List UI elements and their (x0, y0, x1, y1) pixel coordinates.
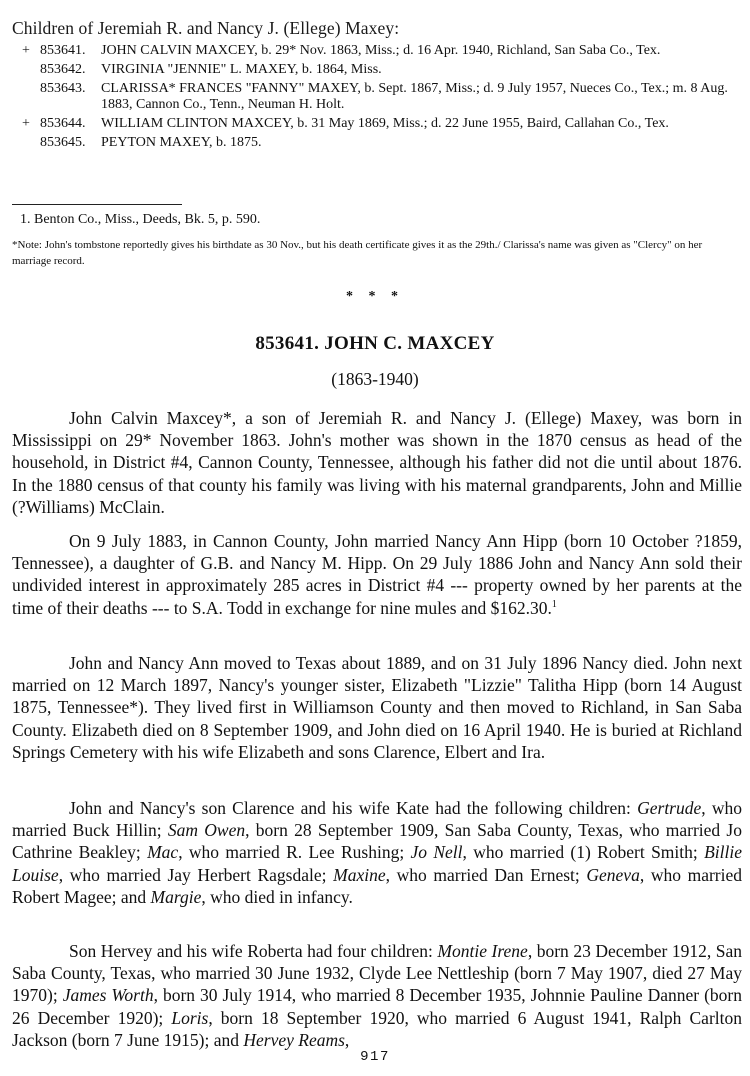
footnote-divider (12, 204, 182, 205)
text-run: , born 28 September 1909, San Saba County, Texas, who married Jo Cathrine Beakley; (12, 820, 742, 863)
child-name: Hervey Reams (243, 1029, 345, 1050)
text-run: , (344, 1029, 350, 1050)
text-run: , born 18 September 1920, who married 6 August 1941, Ralph Carlton Jackson (born 7 June 1915); and (12, 1007, 743, 1050)
entry-text: PEYTON MAXEY, b. 1875. (101, 134, 262, 150)
entry-number: 853644. (40, 115, 86, 131)
descendant-marker: + (22, 115, 30, 131)
text-run: , who married Dan Ernest; (385, 864, 587, 885)
text-run: Son Hervey and his wife Roberta had four children: (69, 941, 438, 961)
entry-number: 853643. (40, 80, 86, 96)
text-run: , who married R. Lee Rushing; (178, 842, 411, 863)
entry-text: VIRGINIA "JENNIE" L. MAXEY, b. 1864, Miss. (101, 61, 382, 77)
children-list (12, 43, 742, 153)
paragraph-2 (12, 530, 742, 619)
entry-number: 853645. (40, 134, 86, 150)
children-heading: Children of Jeremiah R. and Nancy J. (Ellege) Maxey: (12, 18, 400, 38)
descendant-marker (12, 135, 40, 152)
descendant-marker (12, 62, 40, 79)
child-name: Geneva (586, 864, 640, 885)
text-run: , who married (1) Robert Smith; (462, 842, 705, 863)
section-dates: (1863-1940) (331, 369, 419, 389)
entry-text: CLARISSA* FRANCES "FANNY" MAXEY, b. Sept. 1867, Miss.; d. 9 July 1957, Nueces Co., Tex.; m. 8 Aug. 1883, Cannon Co., Tenn., Neuman H. Holt. (101, 80, 728, 113)
paragraph-4 (12, 797, 742, 908)
text-run: , born 30 July 1914, who married 8 December 1935, Johnnie Pauline Danner (born 26 December 1920); (12, 985, 742, 1028)
paragraph-5 (12, 940, 742, 1051)
paragraph-1: John Calvin Maxcey*, a son of Jeremiah R. and Nancy J. (Ellege) Maxey, was born in Mississippi on 29* November 1863. John's mother was shown in the 1870 census as head of the household, in District #4, Cannon County, Tennessee, although his father did not die until about 1876. In the 1880 census of that county his family was living with his maternal grandparents, John and Millie (?Williams) McClain. (12, 408, 742, 517)
section-separator: * * * (346, 289, 404, 304)
page-number: 917 (360, 1049, 390, 1065)
child-name: Sam Owen (167, 820, 246, 841)
child-name: Margie (150, 886, 202, 907)
list-item (12, 135, 742, 152)
entry-number: 853641. (40, 43, 86, 58)
text-run: John and Nancy's son Clarence and his wife Kate had the following children: (69, 798, 638, 818)
child-name: Mac (147, 842, 179, 863)
footnote: 1. Benton Co., Miss., Deeds, Bk. 5, p. 590. (20, 212, 261, 227)
descendant-marker: + (22, 43, 30, 58)
child-name: Loris (171, 1007, 209, 1028)
paragraph-3: John and Nancy Ann moved to Texas about 1889, and on 31 July 1896 Nancy died. John next married on 12 March 1897, Nancy's younger sister, Elizabeth "Lizzie" Talitha Hipp (born 14 August 1875, Tennessee*). They lived first in Williamson County and then moved to Richland, in San Saba County. Elizabeth died on 8 September 1909, and John died on 16 April 1940. He is buried at Richland Springs Cemetery with his wife Elizabeth and sons Clarence, Elbert and Ira. (12, 653, 742, 762)
list-item (12, 81, 742, 114)
descendant-marker (12, 81, 40, 114)
child-name: Gertrude (637, 798, 702, 818)
entry-text: WILLIAM CLINTON MAXCEY, b. 31 May 1869, Miss.; d. 22 June 1955, Baird, Callahan Co., Tex. (101, 115, 669, 131)
list-item (12, 43, 742, 60)
entry-number: 853642. (40, 61, 86, 77)
text-run: , born 23 December 1912, San Saba County, Texas, who married 30 June 1932, Clyde Lee Nettleship (born 7 May 1907, died 27 May 1970); (12, 941, 742, 1006)
child-name: Jo Nell (410, 842, 463, 863)
list-item (12, 62, 742, 79)
text-run: , who married Jay Herbert Ragsdale; (58, 864, 334, 885)
footnote-ref: 1 (551, 598, 557, 610)
paragraph-2-text: On 9 July 1883, in Cannon County, John married Nancy Ann Hipp (born 10 October ?1859, Tennessee), a daughter of G.B. and Nancy M. Hipp. On 29 July 1886 John and Nancy Ann sold their undivided interest in approximately 285 acres in District #4 --- property owned by her parents at the time of their deaths --- to S.A. Todd in exchange for nine mules and $162.30. (12, 531, 742, 618)
text-run: , who married Robert Magee; and (12, 864, 742, 907)
child-name: Montie Irene (437, 941, 528, 961)
child-name: Billie Louise (12, 842, 742, 885)
editorial-note: *Note: John's tombstone reportedly gives his birthdate as 30 Nov., but his death certificate gives it as the 29th./ Clarissa's name was given as "Clercy" on her marriage record. (12, 239, 703, 267)
list-item (12, 116, 742, 133)
section-title: 853641. JOHN C. MAXCEY (255, 333, 495, 354)
text-run: , who died in infancy. (201, 886, 353, 907)
child-name: Maxine (333, 864, 386, 885)
entry-text: JOHN CALVIN MAXCEY, b. 29* Nov. 1863, Miss.; d. 16 Apr. 1940, Richland, San Saba Co., Tex. (101, 43, 661, 58)
text-run: , who married Buck Hillin; (12, 798, 743, 841)
child-name: James Worth (62, 985, 154, 1006)
